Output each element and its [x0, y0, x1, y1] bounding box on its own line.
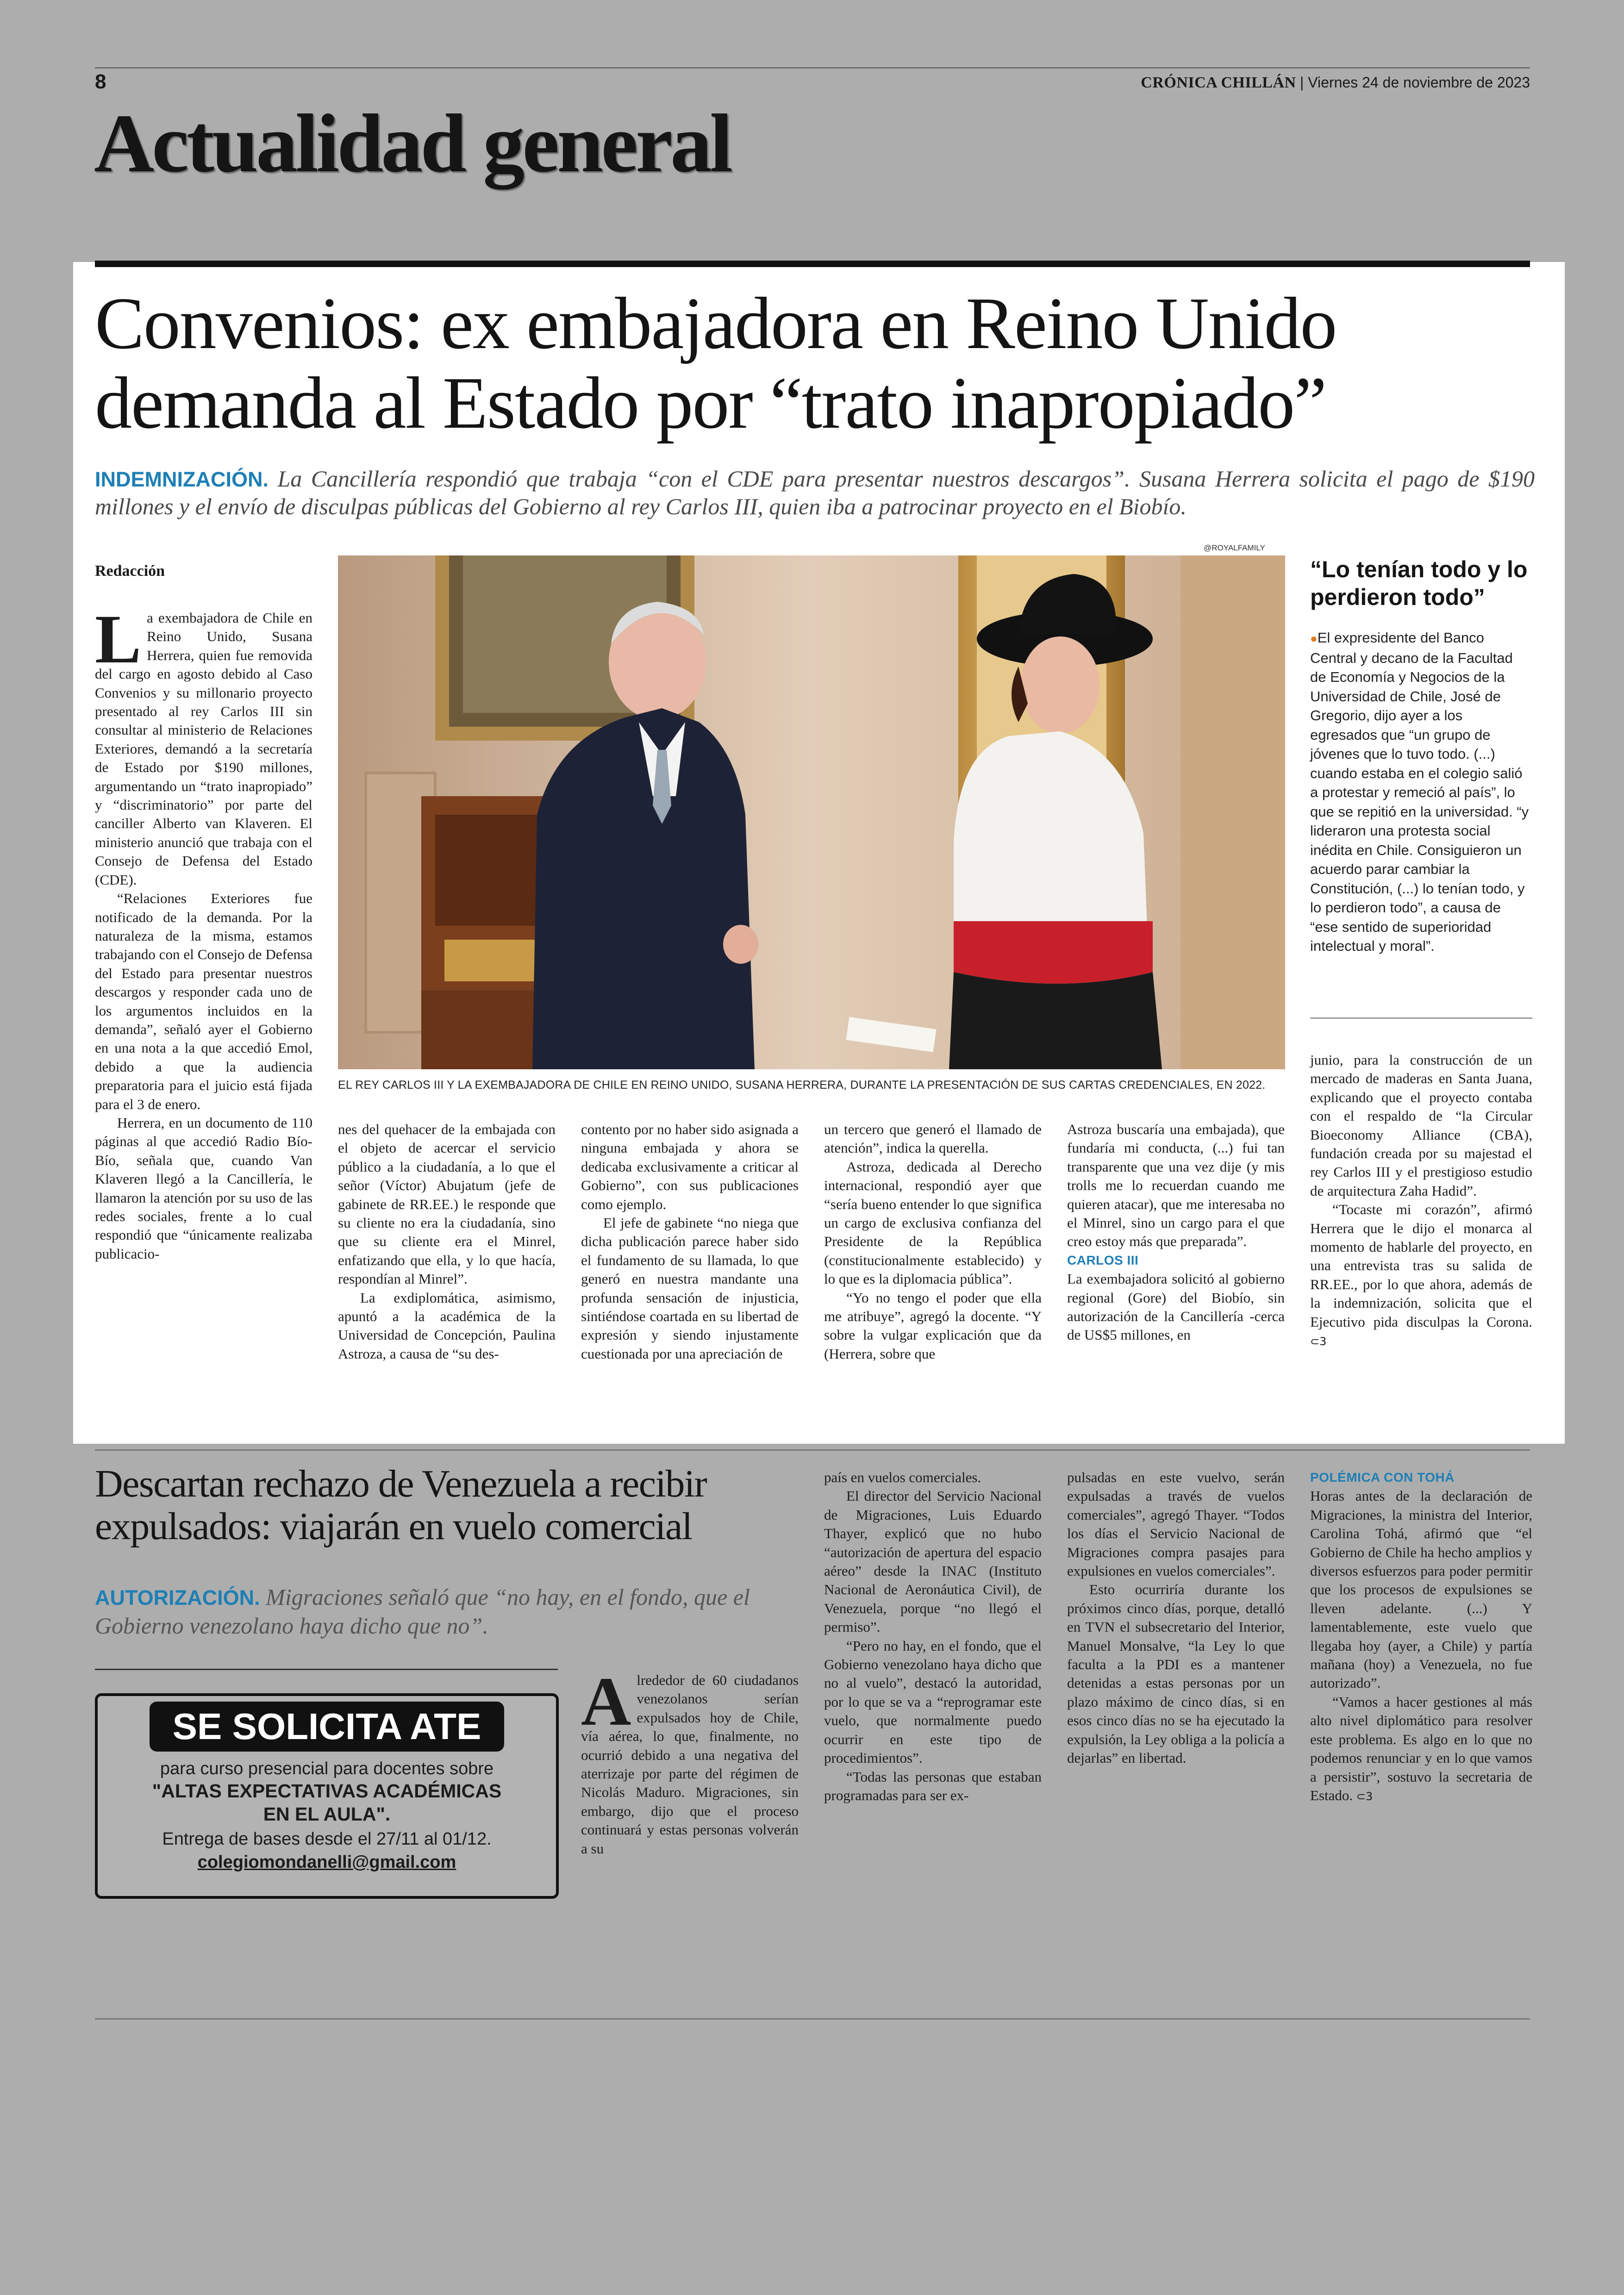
main-col2-p1: nes del quehacer de la embajada con el objeto de acercar el servicio público a la ciudadanía, a lo que el señor (Víctor) Abujatum (jefe de gabinete de RR.EE.) le responde que su cliente no era la ciudadanía, sino que su cliente era el Minrel, enfatizando que ella, y lo que hacía, respondían al Minrel”.: [338, 1121, 556, 1287]
main-col4-p2: Astroza, dedicada al Derecho internacional, respondió ayer que “sería bueno entender lo que significa un cargo de exclusiva confianza del Presidente de la República (constitucionalmente establecido) y lo que es la diplomacia pública”.: [824, 1158, 1042, 1287]
second-column-1: [581, 1663, 799, 1858]
page-number: 8: [95, 70, 106, 93]
sidebar-bullet-icon: ●: [1310, 631, 1318, 645]
ad-top-rule: [95, 1669, 558, 1670]
second-col2-p2: El director del Servicio Nacional de Migraciones, Luis Eduardo Thayer, explicó que no hubo “autorización de apertura del espacio aéreo” desde la INAC (Instituto Nacional de Aeronáutica Civil), de Venezuela, porque “no llegó el permiso”.: [824, 1488, 1042, 1635]
main-col3-p1: contento por no haber sido asignada a ninguna embajada y ahora se dedicaba exclusivamente a criticar al Gobierno”, con sus publicaciones como ejemplo.: [581, 1121, 799, 1212]
second-col4-p1: Horas antes de la declaración de Migraciones, la ministra del Interior, Carolina Tohá, afirmó que “el Gobierno de Chile ha hecho amplios y diversos esfuerzos para poder permitir que los procesos de expulsiones se lleven adelante. (...) Y lamentablemente, este vuelo que llegaba hoy (ayer, a Chile) y partía mañana (hoy) a Venezuela, no fue autorizado”.: [1310, 1488, 1532, 1691]
main-col5-p1: Astroza buscaría una embajada), que fundaría mi conducta, (...) fui tan transparente que una vez dije (y mis trolls me lo recuerdan cuando me quieren atacar), que me interesaba no el Minrel, sino un cargo para el que creo estoy más que preparada”.: [1067, 1121, 1285, 1250]
byline: Redacción: [95, 562, 165, 580]
second-col2-p4: “Todas las personas que estaban programadas para ser ex-: [824, 1768, 1042, 1803]
main-col5-p2: La exembajadora solicitó al gobierno regional (Gore) del Biobío, sin autorización de la Cancillería -cerca de US$5 millones, en: [1067, 1271, 1285, 1343]
second-deck: [95, 1583, 817, 1640]
photo-caption: EL REY CARLOS III Y LA EXEMBAJADORA DE CHILE EN REINO UNIDO, SUSANA HERRERA, DURANTE LA PRESENTACIÓN DE SUS CARTAS CREDENCIALES, EN 2022.: [338, 1079, 1266, 1091]
ad-title: SE SOLICITA ATE: [150, 1702, 505, 1752]
sidebar-rule: [1310, 1017, 1532, 1019]
main-col4-p3: “Yo no tengo el poder que ella me atribuye”, agregó la docente. “Y sobre la vulgar explicación que da (Herrera, sobre que: [824, 1289, 1042, 1362]
main-col1-p3: Herrera, en un documento de 110 páginas al que accedió Radio Bío-Bío, señala que, cuando Van Klaveren llegó a la Cancillería, le llamaron la atención por su uso de las redes sociales, frente a lo cual respondió que “únicamente realizaba publicacio-: [95, 1114, 312, 1262]
second-column-4: [1310, 1468, 1532, 1806]
ad-line-3: EN EL AULA".: [263, 1803, 391, 1825]
second-dropcap: A: [581, 1663, 631, 1740]
main-col3-p2: El jefe de gabinete “no niega que dicha publicación parece haber sido el fundamento de su llamada, lo que generó en nuestra mandante una profunda sensación de injusticia, sintiéndose coartada en su libertad de expresión y siendo injustamente cuestionada por una apreciación de: [581, 1215, 799, 1362]
main-column-3: [581, 1120, 799, 1363]
main-column-1: [95, 601, 312, 1263]
second-col3-p1: pulsadas en este vuelvo, serán expulsadas a través de vuelos comerciales”, agregó Thayer. “Todos los días el Servicio Nacional de Migraciones compra pasajes para expulsiones en vuelos comerciales”.: [1067, 1469, 1285, 1579]
second-col4-subhead: POLÉMICA CON TOHÁ: [1310, 1470, 1455, 1484]
second-col1-p1: lrededor de 60 ciudadanos venezolanos serían expulsados hoy de Chile, vía aérea, lo que, finalmente, no ocurrió debido a una negativa del aterrizaje por parte del régimen de Nicolás Maduro. Migraciones, sin embargo, dijo que el proceso continuará y estas personas volverán a su: [581, 1672, 799, 1857]
end-mark-icon: ⊂3: [1310, 1335, 1327, 1348]
second-col2-p3: “Pero no hay, en el fondo, que el Gobierno venezolano haya dicho que no al vuelo”, destacó la autoridad, por lo que se va a “reprogramar este vuelo, que normalmente puedo ocurrir en este tipo de procedimientos”.: [824, 1637, 1042, 1766]
masthead: CRÓNICA CHILLÁN: [1141, 74, 1296, 91]
sidebar-title: “Lo tenían todo y lo perdieron todo”: [1310, 556, 1528, 610]
second-article-rule: [95, 1449, 1530, 1451]
main-photo-illustration: [338, 555, 1285, 1069]
page-date: Viernes 24 de noviembre de 2023: [1308, 74, 1530, 91]
main-col6-p2: “Tocaste mi corazón”, afirmó Herrera que le dijo el monarca al momento de hablarle del proyecto, en una entrevista tras su salida de RR.EE., por lo que ahora, además de la indemnización, solicita que el Ejecutivo pida disculpas la Corona.: [1310, 1201, 1532, 1330]
end-mark-icon: ⊂3: [1356, 1790, 1373, 1803]
main-dropcap: L: [95, 601, 142, 678]
main-column-2: [338, 1120, 556, 1363]
main-column-4: [824, 1120, 1042, 1363]
ad-email-link[interactable]: colegiomondanelli@gmail.com: [197, 1852, 456, 1872]
masthead-date: CRÓNICA CHILLÁN | Viernes 24 de noviembre de 2023: [1141, 74, 1530, 91]
second-col4-p2: “Vamos a hacer gestiones al más alto nivel diplomático para resolver este problema. Es algo en lo que no podemos renunciar y en lo que vamos a persistir”, sostuvo la secretaria de Estado.: [1310, 1693, 1532, 1803]
top-rule: [95, 67, 1530, 69]
bottom-rule: [95, 2018, 1530, 2020]
main-article-top-bar: [95, 261, 1530, 267]
advertisement-box: [95, 1693, 559, 1899]
photo-credit: @ROYALFAMILY: [1204, 543, 1265, 552]
second-headline: Descartan rechazo de Venezuela a recibir expulsados: viajarán en vuelo comercial: [95, 1462, 707, 1548]
main-col5-subhead: CARLOS III: [1067, 1253, 1139, 1267]
main-headline-line-2: demanda al Estado por “trato inapropiado”: [95, 362, 1326, 444]
main-photo: [338, 555, 1285, 1069]
second-deck-label: AUTORIZACIÓN.: [95, 1586, 260, 1609]
sidebar-body: [1310, 628, 1532, 956]
main-col1-p2: “Relaciones Exteriores fue notificado de la demanda. Por la naturaleza de la misma, estamos trabajando con el Consejo de Defensa del Estado para presentar nuestros descargos y responder cada uno de los argumentos incluidos en la demanda”, señaló ayer el Gobierno en una nota a la que accedió Emol, debido a que la audiencia preparatoria para el juicio está fijada para el 3 de enero.: [95, 890, 312, 1112]
main-column-5: [1067, 1120, 1285, 1345]
main-deck-label: INDEMNIZACIÓN.: [95, 468, 269, 491]
second-deck-text: Migraciones señaló que “no hay, en el fondo, que el Gobierno venezolano haya dicho que no”.: [95, 1584, 750, 1639]
second-column-2: [824, 1468, 1042, 1805]
second-col3-p2: Esto ocurriría durante los próximos cinco días, porque, detalló en TVN el subsecretario del Interior, Manuel Monsalve, “la Ley lo que faculta a la PDI es a mantener detenidas a estas personas por un plazo máximo de cinco días, si en esos cinco días no se ha ejecutado la expulsión, la Ley obliga a la policía a dejarlas” en libertad.: [1067, 1581, 1285, 1766]
main-col1-p1: a exembajadora de Chile en Reino Unido, Susana Herrera, quien fue removida del cargo en agosto debido al Caso Convenios y su millonario proyecto presentado al rey Carlos III sin consultar al ministerio de Relaciones Exteriores, demandó a la secretaría de Estado por $190 millones, argumentando un “trato inapropiado” y “discriminatorio” por parte del canciller Alberto van Klaveren. El ministerio anunció que trabaja con el Consejo de Defensa del Estado (CDE).: [95, 610, 312, 888]
second-col2-p1: país en vuelos comerciales.: [824, 1469, 981, 1485]
second-column-3: [1067, 1468, 1285, 1768]
ad-line-2: "ALTAS EXPECTATIVAS ACADÉMICAS: [152, 1780, 502, 1802]
main-col6-p1: junio, para la construcción de un mercado de maderas en Santa Juana, explicando que el proyecto contaba con el respaldo de “la Circular Bioeconomy Alliance (CBA), fundación creada por su majestad el rey Carlos III y el prestigioso estudio de arquitectura Zaha Hadid”.: [1310, 1052, 1532, 1199]
main-column-6: [1310, 1051, 1532, 1351]
ad-line-1: para curso presencial para docentes sobre: [160, 1759, 494, 1778]
main-headline-line-1: Convenios: ex embajadora en Reino Unido: [95, 282, 1337, 364]
ad-line-4: Entrega de bases desde el 27/11 al 01/12.: [162, 1829, 492, 1849]
section-title: Actualidad general: [94, 97, 731, 189]
main-deck-text: La Cancillería respondió que trabaja “con el CDE para presentar nuestros descargos”. Susana Herrera solicita el pago de $190 millones y el envío de disculpas públicas del Gobierno al rey Carlos III, quien iba a patrocinar proyecto en el Biobío.: [95, 466, 1535, 519]
main-col2-p2: La exdiplomática, asimismo, apuntó a la académica de la Universidad de Concepción, Paulina Astroza, a causa de “su des-: [338, 1289, 556, 1362]
sidebar-text: El expresidente del Banco Central y decano de la Facultad de Economía y Negocios de la Universidad de Chile, José de Gregorio, dijo ayer a los egresados que “un grupo de jóvenes que lo tuvo todo. (...) cuando estaba en el colegio salió a protestar y remeció al país”, lo que se repitió en la universidad. “y lideraron una protesta social inédita en Chile. Consiguieron un acuerdo parar cambiar la Constitución, (...) lo tenían todo, y lo perdieron todo”, a causa de “ese sentido de superioridad intelectual y moral”.: [1310, 630, 1529, 954]
main-deck: [95, 465, 1535, 520]
main-headline: [95, 283, 1539, 443]
main-col4-p1: un tercero que generó el llamado de atención”, indica la querella.: [824, 1121, 1042, 1156]
